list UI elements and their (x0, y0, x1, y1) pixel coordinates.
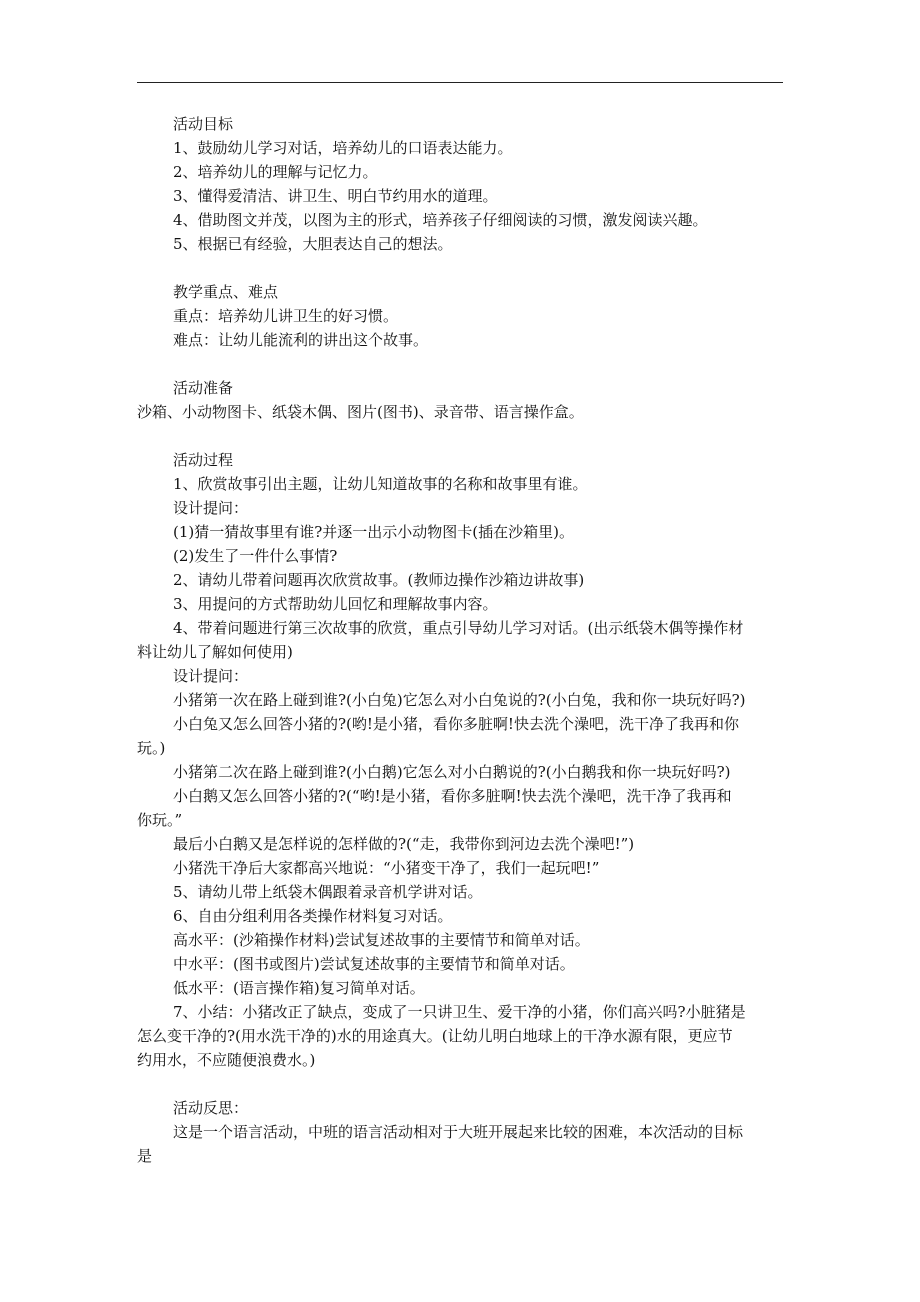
level-item: 高水平：(沙箱操作材料)尝试复述故事的主要情节和简单对话。 (173, 931, 590, 949)
level-item: 低水平：(语言操作箱)复习简单对话。 (173, 979, 425, 997)
header-rule (137, 82, 783, 83)
preparation-heading: 活动准备 (173, 379, 234, 397)
process-step: 2、请幼儿带着问题再次欣赏故事。(教师边操作沙箱边讲故事) (173, 571, 585, 589)
objective-item: 3、懂得爱清洁、讲卫生、明白节约用水的道理。 (173, 187, 498, 205)
design-questions-label: 设计提问： (173, 667, 249, 685)
dialogue-question: 最后小白鹅又是怎样说的怎样做的?(“走，我带你到河边去洗个澡吧!”) (173, 835, 635, 853)
design-questions-label: 设计提问： (173, 499, 249, 517)
question-item: (1)猜一猜故事里有谁?并逐一出示小动物图卡(插在沙箱里)。 (173, 523, 574, 541)
document-body (137, 112, 783, 1168)
question-item: (2)发生了一件什么事情? (173, 547, 338, 565)
key-point: 重点：培养幼儿讲卫生的好习惯。 (173, 307, 399, 325)
objective-item: 2、培养幼儿的理解与记忆力。 (173, 163, 378, 181)
objective-item: 4、借助图文并茂，以图为主的形式，培养孩子仔细阅读的习惯，激发阅读兴趣。 (173, 211, 708, 229)
process-step: 6、自由分组利用各类操作材料复习对话。 (173, 907, 453, 925)
section-spacer (173, 1072, 783, 1096)
reflection-heading: 活动反思： (173, 1099, 249, 1117)
process-heading: 活动过程 (173, 451, 234, 469)
objective-item: 5、根据已有经验，大胆表达自己的想法。 (173, 235, 453, 253)
difficulty: 难点：让幼儿能流利的讲出这个故事。 (173, 331, 429, 349)
objective-item: 1、鼓励幼儿学习对话，培养幼儿的口语表达能力。 (173, 139, 513, 157)
dialogue-question-continued: 玩。) (137, 739, 166, 757)
section-spacer (173, 352, 783, 376)
process-step-continued: 约用水，不应随便浪费水。) (137, 1051, 316, 1069)
dialogue-question: 小白鹅又怎么回答小猪的?(“哟!是小猪，看你多脏啊!快去洗个澡吧，洗干净了我再和 (173, 787, 732, 805)
process-step: 1、欣赏故事引出主题，让幼儿知道故事的名称和故事里有谁。 (173, 475, 588, 493)
process-step-continued: 料让幼儿了解如何使用) (137, 643, 293, 661)
process-step-continued: 怎么变干净的?(用水洗干净的)水的用途真大。(让幼儿明白地球上的干净水源有限，更应节 (137, 1027, 733, 1045)
reflection-text: 这是一个语言活动，中班的语言活动相对于大班开展起来比较的困难，本次活动的目标 (173, 1123, 744, 1141)
dialogue-question: 小猪洗干净后大家都高兴地说：“小猪变干净了，我们一起玩吧!” (173, 859, 600, 877)
objectives-heading: 活动目标 (173, 115, 234, 133)
process-step: 3、用提问的方式帮助幼儿回忆和理解故事内容。 (173, 595, 498, 613)
dialogue-question: 小猪第二次在路上碰到谁?(小白鹅)它怎么对小白鹅说的?(小白鹅我和你一块玩好吗?) (173, 763, 731, 781)
dialogue-question: 小猪第一次在路上碰到谁?(小白兔)它怎么对小白兔说的?(小白兔，我和你一块玩好吗?) (173, 691, 746, 709)
preparation-materials: 沙箱、小动物图卡、纸袋木偶、图片(图书)、录音带、语言操作盒。 (137, 403, 584, 421)
reflection-text-continued: 是 (137, 1147, 153, 1165)
dialogue-question-continued: 你玩。” (137, 811, 183, 829)
process-step: 5、请幼儿带上纸袋木偶跟着录音机学讲对话。 (173, 883, 483, 901)
process-step: 4、带着问题进行第三次故事的欣赏，重点引导幼儿学习对话。(出示纸袋木偶等操作材 (173, 619, 744, 637)
dialogue-question: 小白兔又怎么回答小猪的?(哟!是小猪，看你多脏啊!快去洗个澡吧，洗干净了我再和你 (173, 715, 739, 733)
level-item: 中水平：(图书或图片)尝试复述故事的主要情节和简单对话。 (173, 955, 575, 973)
section-spacer (173, 256, 783, 280)
process-step: 7、小结：小猪改正了缺点，变成了一只讲卫生、爱干净的小猪，你们高兴吗?小脏猪是 (173, 1003, 746, 1021)
focus-heading: 教学重点、难点 (173, 283, 279, 301)
section-spacer (173, 424, 783, 448)
